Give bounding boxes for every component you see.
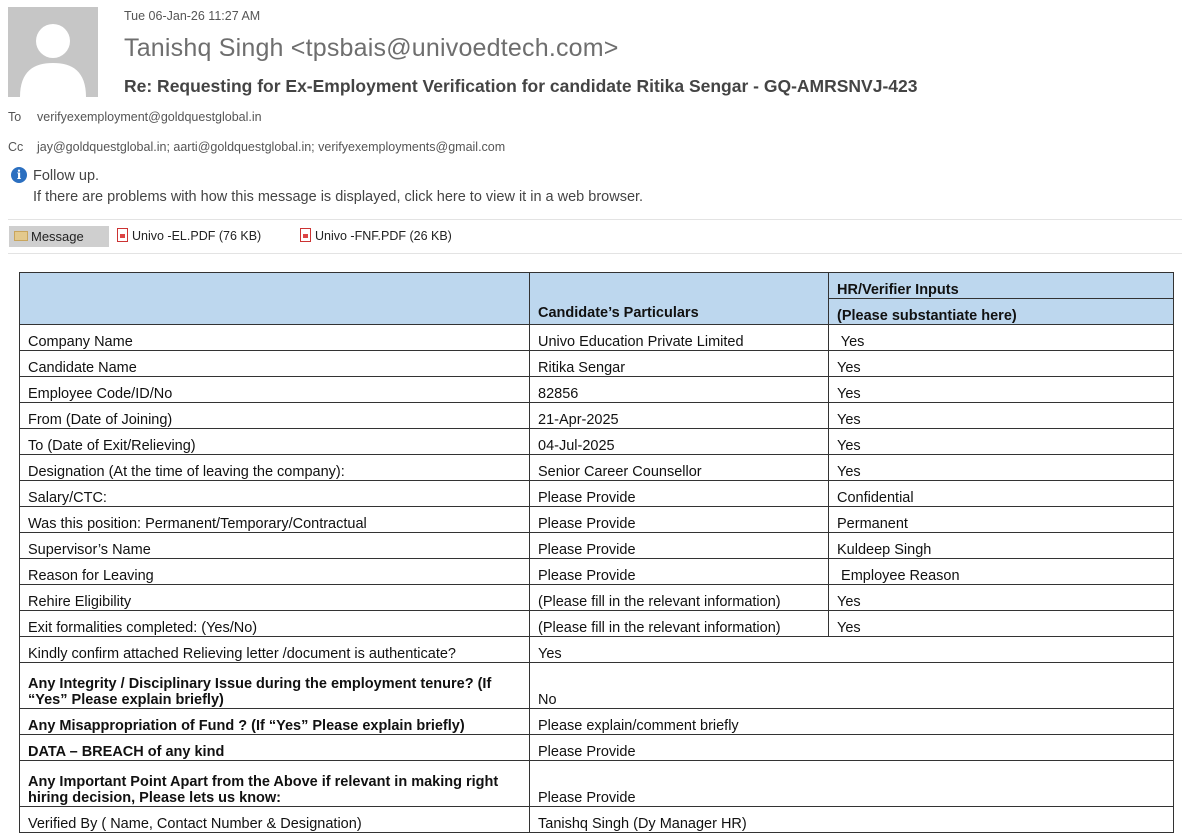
row-verifier-value: Kuldeep Singh — [829, 533, 1174, 559]
table-row — [20, 735, 1174, 761]
table-row — [20, 559, 1174, 585]
row-value: Tanishq Singh (Dy Manager HR) — [530, 807, 1174, 833]
row-candidate-value: Senior Career Counsellor — [530, 455, 829, 481]
table-row — [20, 807, 1174, 833]
to-recipients[interactable]: verifyexemployment@goldquestglobal.in — [37, 110, 262, 124]
row-label: Was this position: Permanent/Temporary/Contractual — [20, 507, 530, 533]
row-label: Any Integrity / Disciplinary Issue during the employment tenure? (If “Yes” Please explain briefly) — [20, 663, 530, 709]
pdf-icon — [300, 228, 311, 242]
message-tab-label: Message — [31, 229, 84, 244]
row-label: Rehire Eligibility — [20, 585, 530, 611]
verification-table — [19, 272, 1174, 833]
row-candidate-value: Please Provide — [530, 559, 829, 585]
row-verifier-value: Yes — [829, 377, 1174, 403]
row-candidate-value: Please Provide — [530, 481, 829, 507]
row-verifier-value: Yes — [829, 351, 1174, 377]
row-value: Please Provide — [530, 735, 1174, 761]
row-candidate-value: 04-Jul-2025 — [530, 429, 829, 455]
table-row — [20, 351, 1174, 377]
cc-label: Cc — [8, 140, 24, 154]
table-header-row — [20, 273, 1174, 299]
row-candidate-value: Please Provide — [530, 507, 829, 533]
row-label: Company Name — [20, 325, 530, 351]
row-candidate-value: Please Provide — [530, 533, 829, 559]
row-label: Designation (At the time of leaving the company): — [20, 455, 530, 481]
table-row — [20, 455, 1174, 481]
header-please-substantiate: (Please substantiate here) — [829, 299, 1174, 325]
follow-up-flag: Follow up. — [33, 168, 100, 184]
row-candidate-value: Univo Education Private Limited — [530, 325, 829, 351]
row-label: To (Date of Exit/Relieving) — [20, 429, 530, 455]
row-verifier-value: Yes — [829, 429, 1174, 455]
table-row — [20, 663, 1174, 709]
envelope-icon — [14, 231, 28, 241]
header-cell-blank — [20, 273, 530, 325]
row-verifier-value: Employee Reason — [829, 559, 1174, 585]
to-label: To — [8, 110, 22, 124]
attachment-label: Univo -FNF.PDF (26 KB) — [315, 229, 452, 243]
row-label: Exit formalities completed: (Yes/No) — [20, 611, 530, 637]
row-label: Any Important Point Apart from the Above if relevant in making right hiring decision, Please lets us know: — [20, 761, 530, 807]
divider — [8, 219, 1182, 220]
view-in-browser-link[interactable]: If there are problems with how this message is displayed, click here to view it in a web browser. — [33, 189, 644, 205]
row-label: Supervisor’s Name — [20, 533, 530, 559]
table-row — [20, 481, 1174, 507]
table-row — [20, 377, 1174, 403]
info-icon: i — [11, 167, 27, 183]
row-label: Kindly confirm attached Relieving letter /document is authenticate? — [20, 637, 530, 663]
table-row — [20, 325, 1174, 351]
person-silhouette-icon — [8, 7, 98, 97]
row-candidate-value: (Please fill in the relevant information) — [530, 585, 829, 611]
email-subject: Re: Requesting for Ex-Employment Verification for candidate Ritika Sengar - GQ-AMRSNVJ-423 — [124, 76, 918, 96]
email-date: Tue 06-Jan-26 11:27 AM — [124, 9, 261, 23]
table-row — [20, 429, 1174, 455]
table-row — [20, 403, 1174, 429]
row-label: Employee Code/ID/No — [20, 377, 530, 403]
table-row — [20, 507, 1174, 533]
divider — [8, 253, 1182, 254]
row-candidate-value: (Please fill in the relevant information) — [530, 611, 829, 637]
message-tab[interactable] — [9, 226, 109, 247]
row-verifier-value: Yes — [829, 455, 1174, 481]
attachment-fnf-pdf[interactable] — [300, 226, 452, 247]
row-verifier-value: Permanent — [829, 507, 1174, 533]
table-row — [20, 585, 1174, 611]
attachment-label: Univo -EL.PDF (76 KB) — [132, 229, 262, 243]
row-label: Verified By ( Name, Contact Number & Designation) — [20, 807, 530, 833]
table-row — [20, 709, 1174, 735]
row-verifier-value: Yes — [829, 403, 1174, 429]
row-value: No — [530, 663, 1174, 709]
table-row — [20, 637, 1174, 663]
row-verifier-value: Yes — [829, 325, 1174, 351]
cc-recipients[interactable]: jay@goldquestglobal.in; aarti@goldquestglobal.in; verifyexemployments@gmail.com — [37, 140, 506, 154]
attachment-el-pdf[interactable] — [117, 226, 261, 247]
row-value: Yes — [530, 637, 1174, 663]
row-label: Any Misappropriation of Fund ? (If “Yes” Please explain briefly) — [20, 709, 530, 735]
row-value: Please Provide — [530, 761, 1174, 807]
row-label: Salary/CTC: — [20, 481, 530, 507]
sender-name[interactable]: Tanishq Singh <tpsbais@univoedtech.com> — [124, 34, 619, 62]
row-value: Please explain/comment briefly — [530, 709, 1174, 735]
pdf-icon — [117, 228, 128, 242]
row-verifier-value: Confidential — [829, 481, 1174, 507]
table-row — [20, 611, 1174, 637]
row-label: Candidate Name — [20, 351, 530, 377]
row-verifier-value: Yes — [829, 611, 1174, 637]
table-row — [20, 761, 1174, 807]
row-label: Reason for Leaving — [20, 559, 530, 585]
row-candidate-value: 82856 — [530, 377, 829, 403]
row-label: DATA – BREACH of any kind — [20, 735, 530, 761]
header-candidate-particulars: Candidate’s Particulars — [530, 273, 829, 325]
row-verifier-value: Yes — [829, 585, 1174, 611]
row-label: From (Date of Joining) — [20, 403, 530, 429]
sender-avatar — [8, 7, 98, 97]
header-hr-verifier-inputs: HR/Verifier Inputs — [829, 273, 1174, 299]
row-candidate-value: Ritika Sengar — [530, 351, 829, 377]
row-candidate-value: 21-Apr-2025 — [530, 403, 829, 429]
table-row — [20, 533, 1174, 559]
